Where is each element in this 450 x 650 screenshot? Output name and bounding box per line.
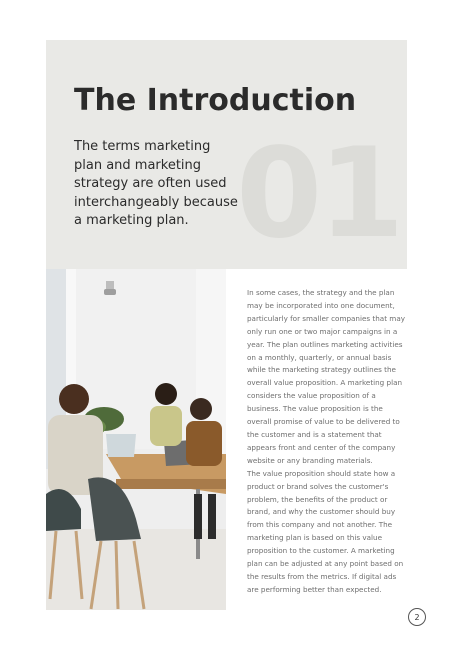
section-number: 01 bbox=[236, 122, 401, 266]
page-title: The Introduction bbox=[74, 83, 357, 118]
body-text bbox=[247, 287, 405, 597]
team-meeting-photo bbox=[46, 269, 226, 610]
page-number: 2 bbox=[408, 608, 426, 626]
intro-lead: The terms marketing plan and marketing strategy are often used interchangeably because a marketing plan. bbox=[74, 139, 238, 228]
body-paragraph-2: The value proposition should state how a product or brand solves the customer's problem, the benefits of the product or brand, and why the customer should buy from this company and not another. The marketing plan is based on this value proposition to the customer. A marketing plan can be adjusted at any point based on the results from the metrics. If digital ads are performing better than expected. bbox=[247, 468, 404, 594]
header-panel bbox=[46, 40, 407, 269]
body-paragraph-1: In some cases, the strategy and the plan may be incorporated into one document, particularly for smaller companies that may only run one or two major campaigns in a year. The plan outlines marketing activities on a monthly, quarterly, or annual basis while the marketing strategy outlines the overall value proposition. A marketing plan considers the value proposition of a business. The value proposition is the overall promise of value to be delivered to the customer and is a statement that appears front and center of the company website or any branding materials. bbox=[247, 288, 405, 465]
